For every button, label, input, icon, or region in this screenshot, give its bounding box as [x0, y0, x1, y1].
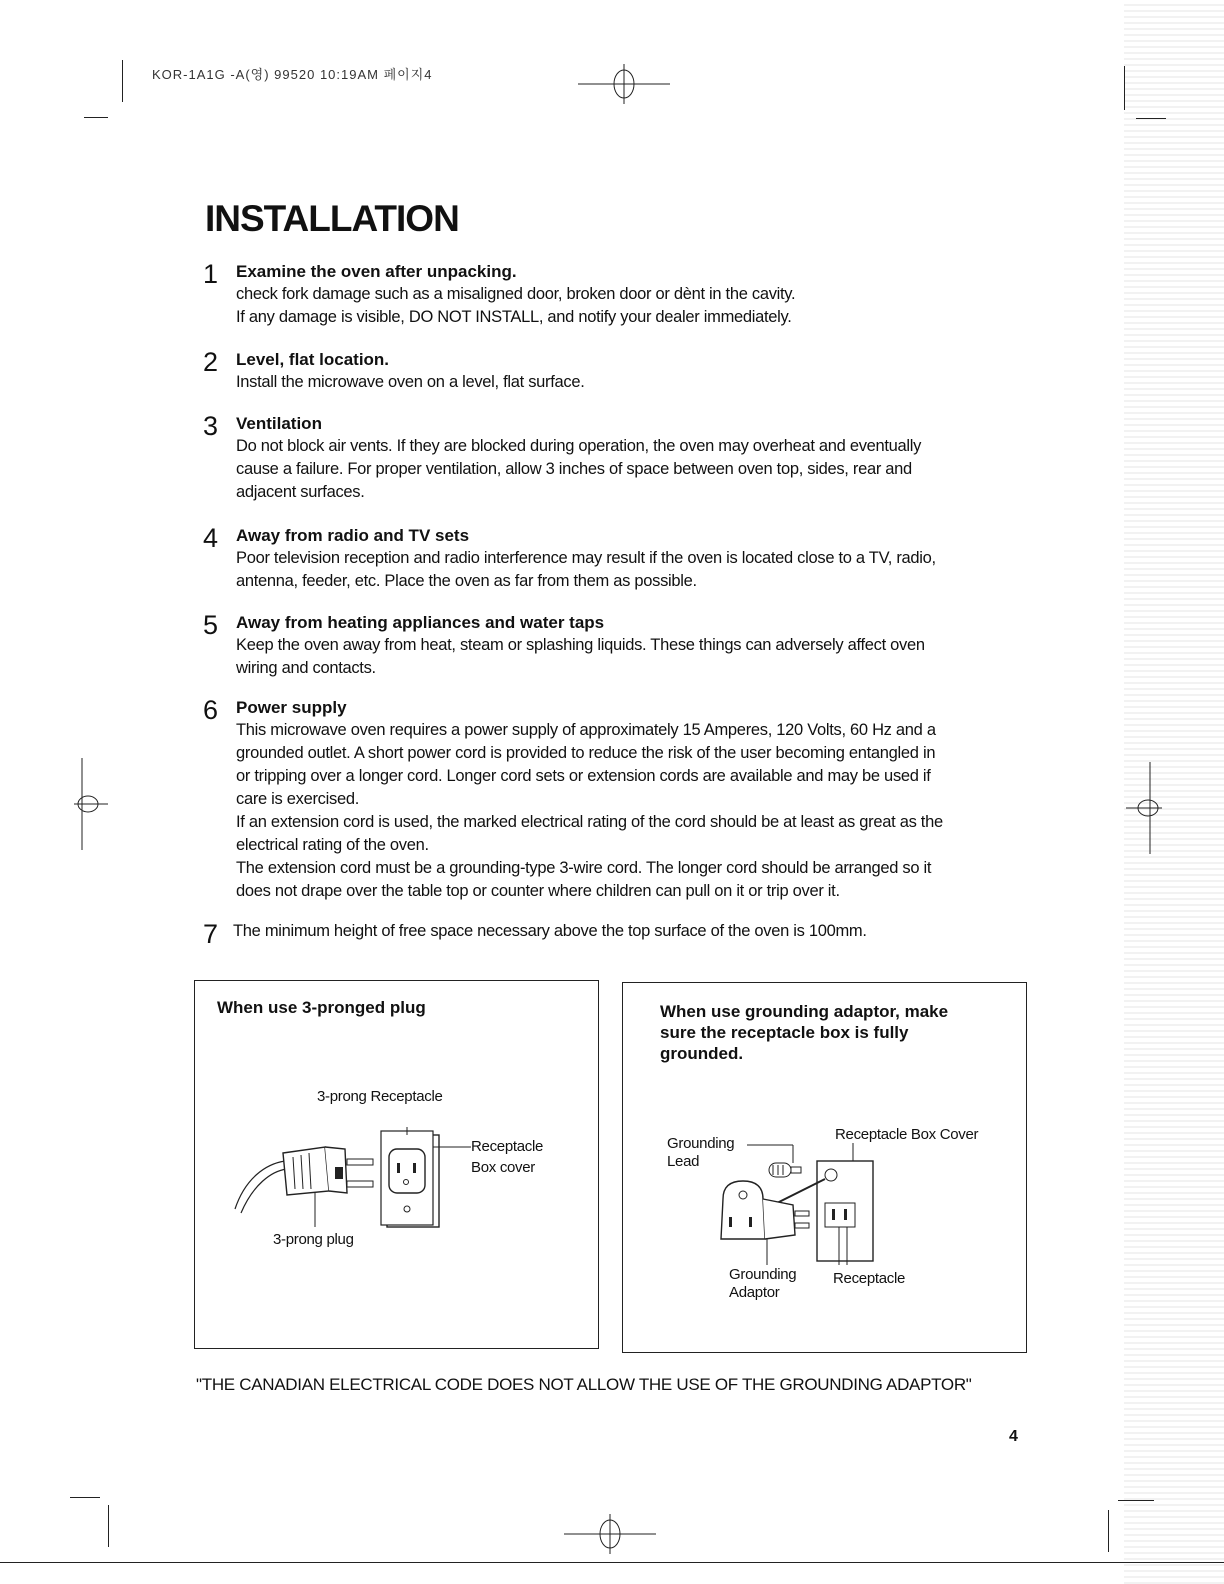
- grounding-adaptor-label: Adaptor: [729, 1284, 780, 1301]
- item-line: does not drape over the table top or counter where children can pull on it or trip over it.: [236, 882, 840, 900]
- item-line: If any damage is visible, DO NOT INSTALL, and notify your dealer immediately.: [236, 308, 792, 326]
- crop-mark: [1136, 118, 1166, 119]
- item-line: Do not block air vents. If they are blocked during operation, the oven may overheat and eventually: [236, 437, 922, 455]
- item-number: 6: [203, 695, 219, 725]
- crop-mark: [70, 1497, 100, 1498]
- receptacle-label: 3-prong Receptacle: [317, 1088, 443, 1105]
- crop-mark: [122, 60, 123, 102]
- item-line: electrical rating of the oven.: [236, 836, 429, 854]
- receptacle-outlet-icon: [375, 1127, 475, 1237]
- panel-heading: sure the receptacle box is fully: [660, 1023, 909, 1042]
- item-line: or tripping over a longer cord. Longer cord sets or extension cords are available and may be used if: [236, 767, 931, 785]
- item-line: wiring and contacts.: [236, 659, 376, 677]
- item-number: 1: [203, 259, 219, 289]
- print-header-code: KOR-1A1G -A(영) 99520 10:19AM 페이지4: [152, 67, 433, 82]
- box-cover-label: Receptacle: [471, 1138, 544, 1155]
- item-line: Install the microwave oven on a level, flat surface.: [236, 373, 585, 391]
- list-item: [203, 412, 1033, 504]
- panel-heading: grounded.: [660, 1044, 744, 1063]
- list-item: [203, 611, 1033, 680]
- list-item: [203, 919, 1033, 949]
- canadian-code-notice: "THE CANADIAN ELECTRICAL CODE DOES NOT ALLOW THE USE OF THE GROUNDING ADAPTOR": [196, 1375, 972, 1394]
- box-cover-label: Box cover: [471, 1159, 535, 1176]
- item-line: care is exercised.: [236, 790, 359, 808]
- crop-mark: [1108, 1510, 1109, 1552]
- item-number: 7: [203, 919, 219, 949]
- registration-mark-icon: [74, 758, 114, 850]
- item-line: grounded outlet. A short power cord is provided to reduce the risk of the user becoming entangled in: [236, 744, 936, 762]
- crop-mark: [1118, 1500, 1154, 1501]
- item-line: This microwave oven requires a power supply of approximately 15 Amperes, 120 Volts, 60 Hz and a: [236, 721, 936, 739]
- grounding-adaptor-label: Grounding: [729, 1266, 797, 1283]
- panel-heading: When use grounding adaptor, make: [660, 1002, 949, 1021]
- registration-mark-icon: [578, 62, 670, 106]
- crop-mark: [1124, 66, 1125, 110]
- crop-mark: [84, 117, 108, 118]
- item-line: The extension cord must be a grounding-type 3-wire cord. The longer cord should be arranged so it: [236, 859, 932, 877]
- grounding-lead-label: Grounding: [667, 1135, 735, 1152]
- page-number: 4: [1009, 1428, 1018, 1445]
- grounding-adaptor-panel: [622, 982, 1027, 1353]
- item-line: The minimum height of free space necessary above the top surface of the oven is 100mm.: [233, 922, 867, 940]
- item-line: If an extension cord is used, the marked electrical rating of the cord should be at least as great as the: [236, 813, 943, 831]
- item-line: Keep the oven away from heat, steam or splashing liquids. These things can adversely affect oven: [236, 636, 925, 654]
- registration-mark-icon: [1124, 762, 1164, 854]
- item-line: Poor television reception and radio interference may result if the oven is located close to a TV, radio,: [236, 549, 936, 567]
- receptacle-label: Receptacle: [833, 1270, 906, 1287]
- list-item: [203, 260, 1033, 329]
- item-title: Away from heating appliances and water taps: [236, 613, 605, 632]
- item-title: Away from radio and TV sets: [236, 526, 470, 545]
- plug-label: 3-prong plug: [273, 1231, 354, 1248]
- item-number: 2: [203, 347, 219, 377]
- item-title: Ventilation: [236, 414, 322, 433]
- page-title: INSTALLATION: [205, 198, 459, 239]
- item-number: 5: [203, 610, 219, 640]
- item-line: adjacent surfaces.: [236, 483, 365, 501]
- list-item: [203, 696, 1033, 903]
- registration-mark-icon: [564, 1512, 656, 1556]
- item-title: Examine the oven after unpacking.: [236, 262, 517, 281]
- list-item: [203, 348, 1033, 394]
- item-title: Level, flat location.: [236, 350, 390, 369]
- item-number: 4: [203, 523, 219, 553]
- item-line: antenna, feeder, etc. Place the oven as far from them as possible.: [236, 572, 697, 590]
- item-title: Power supply: [236, 698, 347, 717]
- grounding-adaptor-icon: [713, 1143, 883, 1268]
- item-line: cause a failure. For proper ventilation, allow 3 inches of space between oven top, sides, rear and: [236, 460, 912, 478]
- crop-mark: [108, 1505, 109, 1547]
- bottom-rule: [0, 1562, 1224, 1563]
- item-line: check fork damage such as a misaligned door, broken door or dènt in the cavity.: [236, 285, 796, 303]
- item-number: 3: [203, 411, 219, 441]
- list-item: [203, 524, 1033, 593]
- box-cover-label: Receptacle Box Cover: [835, 1126, 979, 1143]
- three-prong-plug-panel: [194, 980, 599, 1349]
- panel-heading: When use 3-pronged plug: [217, 998, 426, 1017]
- grounding-lead-label: Lead: [667, 1153, 700, 1170]
